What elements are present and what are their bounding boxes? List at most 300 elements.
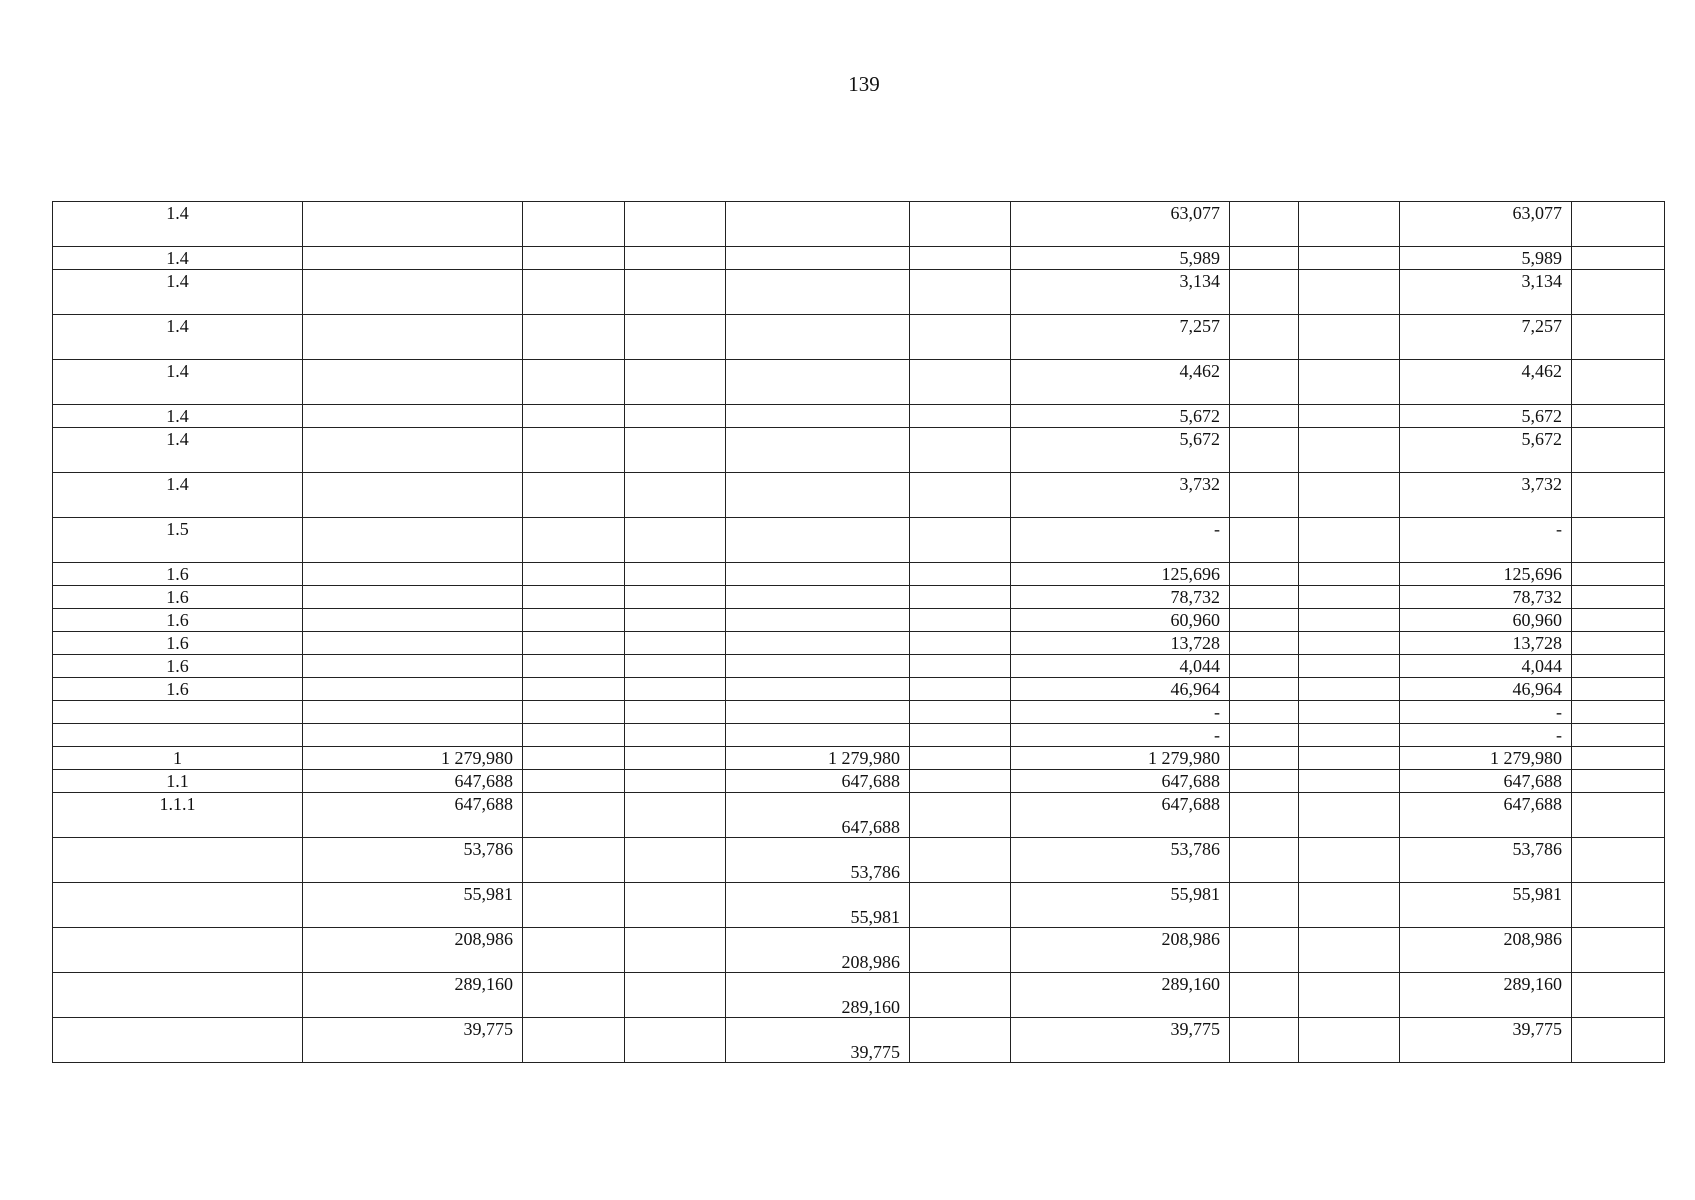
table-row: [53, 518, 1665, 563]
value-col-5: [726, 270, 910, 315]
empty-cell: [523, 883, 625, 928]
empty-cell: [523, 247, 625, 270]
empty-cell: [523, 678, 625, 701]
empty-cell: [1299, 1018, 1400, 1063]
value-col-2: 289,160: [303, 973, 523, 1018]
value-col-10: 4,462: [1400, 360, 1572, 405]
value-col-2: [303, 586, 523, 609]
empty-cell: [910, 655, 1011, 678]
value-col-5: [726, 563, 910, 586]
empty-cell: [625, 609, 726, 632]
table-body: [53, 202, 1665, 1063]
row-code: 1.6: [53, 609, 303, 632]
empty-cell: [1299, 793, 1400, 838]
value-col-7: 289,160: [1011, 973, 1230, 1018]
empty-cell: [1299, 770, 1400, 793]
empty-cell: [625, 563, 726, 586]
row-code: 1.6: [53, 678, 303, 701]
empty-cell: [1230, 518, 1299, 563]
empty-cell: [1230, 747, 1299, 770]
empty-cell: [910, 270, 1011, 315]
value-col-10: 125,696: [1400, 563, 1572, 586]
value-col-7: 63,077: [1011, 202, 1230, 247]
empty-cell: [1572, 793, 1665, 838]
row-code: 1.4: [53, 405, 303, 428]
empty-cell: [1572, 973, 1665, 1018]
empty-cell: [1230, 563, 1299, 586]
row-code: 1.6: [53, 655, 303, 678]
value-col-5: [726, 428, 910, 473]
value-col-2: [303, 701, 523, 724]
empty-cell: [1299, 883, 1400, 928]
empty-cell: [910, 247, 1011, 270]
value-col-5: [726, 724, 910, 747]
empty-cell: [625, 518, 726, 563]
table-row: [53, 973, 1665, 1018]
empty-cell: [523, 518, 625, 563]
row-code: [53, 838, 303, 883]
table-row: [53, 473, 1665, 518]
value-col-5: [726, 632, 910, 655]
empty-cell: [1572, 838, 1665, 883]
value-col-7: 647,688: [1011, 770, 1230, 793]
empty-cell: [1572, 360, 1665, 405]
table-row: [53, 678, 1665, 701]
empty-cell: [1299, 655, 1400, 678]
value-col-5: [726, 247, 910, 270]
value-col-5: 39,775: [726, 1018, 910, 1063]
empty-cell: [1299, 405, 1400, 428]
row-code: 1.6: [53, 586, 303, 609]
empty-cell: [1230, 586, 1299, 609]
table-row: [53, 632, 1665, 655]
empty-cell: [523, 928, 625, 973]
value-col-10: 5,672: [1400, 405, 1572, 428]
empty-cell: [625, 315, 726, 360]
empty-cell: [1299, 701, 1400, 724]
value-col-2: 647,688: [303, 770, 523, 793]
empty-cell: [1299, 928, 1400, 973]
value-col-2: [303, 655, 523, 678]
empty-cell: [910, 883, 1011, 928]
empty-cell: [1230, 928, 1299, 973]
empty-cell: [1572, 518, 1665, 563]
value-col-10: 647,688: [1400, 770, 1572, 793]
empty-cell: [1230, 793, 1299, 838]
table-row: [53, 724, 1665, 747]
empty-cell: [523, 701, 625, 724]
value-col-5: [726, 609, 910, 632]
empty-cell: [910, 315, 1011, 360]
empty-cell: [1230, 1018, 1299, 1063]
row-code: 1.4: [53, 247, 303, 270]
empty-cell: [1230, 360, 1299, 405]
table-row: [53, 405, 1665, 428]
empty-cell: [523, 586, 625, 609]
empty-cell: [1572, 586, 1665, 609]
value-col-5: [726, 315, 910, 360]
empty-cell: [1572, 202, 1665, 247]
empty-cell: [625, 701, 726, 724]
value-col-2: [303, 609, 523, 632]
empty-cell: [523, 973, 625, 1018]
empty-cell: [1230, 724, 1299, 747]
empty-cell: [1230, 405, 1299, 428]
empty-cell: [1572, 724, 1665, 747]
empty-cell: [1572, 609, 1665, 632]
empty-cell: [910, 793, 1011, 838]
empty-cell: [1230, 770, 1299, 793]
value-col-7: 5,672: [1011, 405, 1230, 428]
value-col-7: 60,960: [1011, 609, 1230, 632]
value-col-7: 5,989: [1011, 247, 1230, 270]
value-col-5: [726, 655, 910, 678]
value-col-10: 3,134: [1400, 270, 1572, 315]
value-col-7: 4,462: [1011, 360, 1230, 405]
value-col-10: 60,960: [1400, 609, 1572, 632]
value-col-2: 1 279,980: [303, 747, 523, 770]
empty-cell: [1299, 678, 1400, 701]
empty-cell: [625, 586, 726, 609]
value-col-2: [303, 428, 523, 473]
empty-cell: [523, 202, 625, 247]
page-number: 139: [848, 72, 880, 96]
empty-cell: [625, 428, 726, 473]
empty-cell: [625, 770, 726, 793]
value-col-5: [726, 518, 910, 563]
empty-cell: [625, 270, 726, 315]
value-col-10: 7,257: [1400, 315, 1572, 360]
row-code: 1.4: [53, 315, 303, 360]
value-col-7: 5,672: [1011, 428, 1230, 473]
empty-cell: [910, 405, 1011, 428]
empty-cell: [910, 563, 1011, 586]
empty-cell: [1572, 632, 1665, 655]
value-col-10: 55,981: [1400, 883, 1572, 928]
value-col-7: 1 279,980: [1011, 747, 1230, 770]
empty-cell: [1299, 586, 1400, 609]
empty-cell: [910, 678, 1011, 701]
empty-cell: [1572, 928, 1665, 973]
value-col-5: 1 279,980: [726, 747, 910, 770]
empty-cell: [1299, 973, 1400, 1018]
table-row: [53, 609, 1665, 632]
empty-cell: [910, 518, 1011, 563]
empty-cell: [523, 563, 625, 586]
empty-cell: [1230, 838, 1299, 883]
row-code: 1: [53, 747, 303, 770]
value-col-2: [303, 518, 523, 563]
empty-cell: [1230, 632, 1299, 655]
empty-cell: [625, 883, 726, 928]
empty-cell: [910, 973, 1011, 1018]
empty-cell: [1572, 1018, 1665, 1063]
empty-cell: [625, 655, 726, 678]
value-col-5: [726, 678, 910, 701]
empty-cell: [625, 838, 726, 883]
empty-cell: [910, 202, 1011, 247]
table-row: [53, 770, 1665, 793]
value-col-5: [726, 405, 910, 428]
value-col-7: 208,986: [1011, 928, 1230, 973]
value-col-7: 53,786: [1011, 838, 1230, 883]
value-col-2: [303, 678, 523, 701]
empty-cell: [523, 270, 625, 315]
empty-cell: [910, 360, 1011, 405]
value-col-5: 53,786: [726, 838, 910, 883]
empty-cell: [1572, 270, 1665, 315]
value-col-5: [726, 360, 910, 405]
value-col-10: -: [1400, 518, 1572, 563]
value-col-7: -: [1011, 724, 1230, 747]
empty-cell: [523, 655, 625, 678]
empty-cell: [1299, 724, 1400, 747]
value-col-5: [726, 586, 910, 609]
table-row: [53, 270, 1665, 315]
row-code: 1.4: [53, 360, 303, 405]
empty-cell: [1299, 428, 1400, 473]
value-col-2: [303, 270, 523, 315]
empty-cell: [910, 724, 1011, 747]
empty-cell: [1230, 883, 1299, 928]
value-col-2: [303, 632, 523, 655]
value-col-5: 647,688: [726, 793, 910, 838]
value-col-2: [303, 405, 523, 428]
value-col-10: 5,989: [1400, 247, 1572, 270]
row-code: 1.1: [53, 770, 303, 793]
value-col-7: 13,728: [1011, 632, 1230, 655]
table-row: [53, 202, 1665, 247]
empty-cell: [523, 838, 625, 883]
row-code: 1.5: [53, 518, 303, 563]
empty-cell: [1230, 473, 1299, 518]
empty-cell: [523, 793, 625, 838]
value-col-10: 208,986: [1400, 928, 1572, 973]
value-col-10: 1 279,980: [1400, 747, 1572, 770]
value-col-2: 53,786: [303, 838, 523, 883]
empty-cell: [523, 428, 625, 473]
value-col-10: 46,964: [1400, 678, 1572, 701]
empty-cell: [1572, 473, 1665, 518]
row-code: [53, 724, 303, 747]
value-col-10: -: [1400, 701, 1572, 724]
table-row: [53, 586, 1665, 609]
empty-cell: [910, 473, 1011, 518]
row-code: 1.4: [53, 202, 303, 247]
empty-cell: [1299, 747, 1400, 770]
empty-cell: [625, 1018, 726, 1063]
value-col-7: 125,696: [1011, 563, 1230, 586]
value-col-7: 4,044: [1011, 655, 1230, 678]
empty-cell: [910, 632, 1011, 655]
row-code: [53, 701, 303, 724]
row-code: 1.1.1: [53, 793, 303, 838]
value-col-10: 647,688: [1400, 793, 1572, 838]
empty-cell: [625, 747, 726, 770]
empty-cell: [523, 1018, 625, 1063]
value-col-7: -: [1011, 701, 1230, 724]
empty-cell: [1299, 360, 1400, 405]
table-row: [53, 655, 1665, 678]
empty-cell: [523, 770, 625, 793]
empty-cell: [625, 632, 726, 655]
value-col-7: 3,732: [1011, 473, 1230, 518]
empty-cell: [1230, 973, 1299, 1018]
empty-cell: [1572, 883, 1665, 928]
value-col-5: [726, 202, 910, 247]
row-code: 1.4: [53, 473, 303, 518]
empty-cell: [625, 928, 726, 973]
empty-cell: [1230, 247, 1299, 270]
value-col-2: [303, 724, 523, 747]
empty-cell: [523, 315, 625, 360]
value-col-10: 4,044: [1400, 655, 1572, 678]
value-col-2: 39,775: [303, 1018, 523, 1063]
empty-cell: [910, 1018, 1011, 1063]
data-table: [52, 201, 1665, 1063]
empty-cell: [625, 247, 726, 270]
empty-cell: [1299, 632, 1400, 655]
empty-cell: [1572, 428, 1665, 473]
empty-cell: [1572, 655, 1665, 678]
row-code: [53, 928, 303, 973]
empty-cell: [1572, 405, 1665, 428]
value-col-2: 647,688: [303, 793, 523, 838]
empty-cell: [523, 724, 625, 747]
empty-cell: [1572, 747, 1665, 770]
empty-cell: [910, 609, 1011, 632]
table-row: [53, 928, 1665, 973]
empty-cell: [910, 928, 1011, 973]
value-col-7: 55,981: [1011, 883, 1230, 928]
value-col-5: [726, 701, 910, 724]
table-row: [53, 315, 1665, 360]
value-col-2: 208,986: [303, 928, 523, 973]
empty-cell: [523, 405, 625, 428]
empty-cell: [625, 724, 726, 747]
empty-cell: [625, 793, 726, 838]
value-col-5: 208,986: [726, 928, 910, 973]
table-row: [53, 701, 1665, 724]
value-col-7: 647,688: [1011, 793, 1230, 838]
value-col-2: [303, 563, 523, 586]
table-row: [53, 563, 1665, 586]
empty-cell: [523, 747, 625, 770]
empty-cell: [523, 360, 625, 405]
value-col-10: 13,728: [1400, 632, 1572, 655]
row-code: 1.6: [53, 563, 303, 586]
empty-cell: [625, 678, 726, 701]
empty-cell: [1299, 270, 1400, 315]
empty-cell: [1299, 563, 1400, 586]
value-col-10: 63,077: [1400, 202, 1572, 247]
table-row: [53, 793, 1665, 838]
value-col-7: 46,964: [1011, 678, 1230, 701]
empty-cell: [1299, 838, 1400, 883]
empty-cell: [910, 701, 1011, 724]
empty-cell: [625, 202, 726, 247]
row-code: [53, 883, 303, 928]
empty-cell: [910, 770, 1011, 793]
value-col-10: 3,732: [1400, 473, 1572, 518]
value-col-5: [726, 473, 910, 518]
value-col-2: [303, 315, 523, 360]
empty-cell: [1299, 518, 1400, 563]
table-row: [53, 1018, 1665, 1063]
table-row: [53, 747, 1665, 770]
empty-cell: [1230, 678, 1299, 701]
value-col-7: 78,732: [1011, 586, 1230, 609]
empty-cell: [625, 973, 726, 1018]
empty-cell: [910, 428, 1011, 473]
empty-cell: [910, 838, 1011, 883]
value-col-7: -: [1011, 518, 1230, 563]
empty-cell: [1572, 678, 1665, 701]
empty-cell: [1299, 202, 1400, 247]
empty-cell: [1299, 609, 1400, 632]
value-col-7: 7,257: [1011, 315, 1230, 360]
value-col-2: [303, 202, 523, 247]
value-col-7: 39,775: [1011, 1018, 1230, 1063]
value-col-2: [303, 247, 523, 270]
empty-cell: [1299, 473, 1400, 518]
empty-cell: [625, 405, 726, 428]
table-row: [53, 247, 1665, 270]
empty-cell: [910, 747, 1011, 770]
empty-cell: [1572, 563, 1665, 586]
value-col-2: [303, 360, 523, 405]
empty-cell: [1230, 609, 1299, 632]
table-row: [53, 883, 1665, 928]
empty-cell: [1299, 315, 1400, 360]
value-col-2: [303, 473, 523, 518]
value-col-7: 3,134: [1011, 270, 1230, 315]
table-row: [53, 360, 1665, 405]
row-code: 1.4: [53, 428, 303, 473]
empty-cell: [1230, 270, 1299, 315]
empty-cell: [1299, 247, 1400, 270]
empty-cell: [910, 586, 1011, 609]
empty-cell: [1230, 428, 1299, 473]
empty-cell: [1230, 655, 1299, 678]
value-col-5: 647,688: [726, 770, 910, 793]
empty-cell: [1572, 701, 1665, 724]
empty-cell: [1230, 202, 1299, 247]
value-col-2: 55,981: [303, 883, 523, 928]
empty-cell: [1230, 315, 1299, 360]
table-row: [53, 428, 1665, 473]
value-col-5: 55,981: [726, 883, 910, 928]
row-code: 1.4: [53, 270, 303, 315]
empty-cell: [1572, 770, 1665, 793]
row-code: 1.6: [53, 632, 303, 655]
row-code: [53, 973, 303, 1018]
value-col-10: 289,160: [1400, 973, 1572, 1018]
empty-cell: [1572, 247, 1665, 270]
empty-cell: [523, 473, 625, 518]
empty-cell: [625, 360, 726, 405]
value-col-10: 39,775: [1400, 1018, 1572, 1063]
empty-cell: [625, 473, 726, 518]
value-col-10: 5,672: [1400, 428, 1572, 473]
table-row: [53, 838, 1665, 883]
value-col-10: 78,732: [1400, 586, 1572, 609]
value-col-10: -: [1400, 724, 1572, 747]
empty-cell: [1230, 701, 1299, 724]
row-code: [53, 1018, 303, 1063]
empty-cell: [1572, 315, 1665, 360]
empty-cell: [523, 609, 625, 632]
